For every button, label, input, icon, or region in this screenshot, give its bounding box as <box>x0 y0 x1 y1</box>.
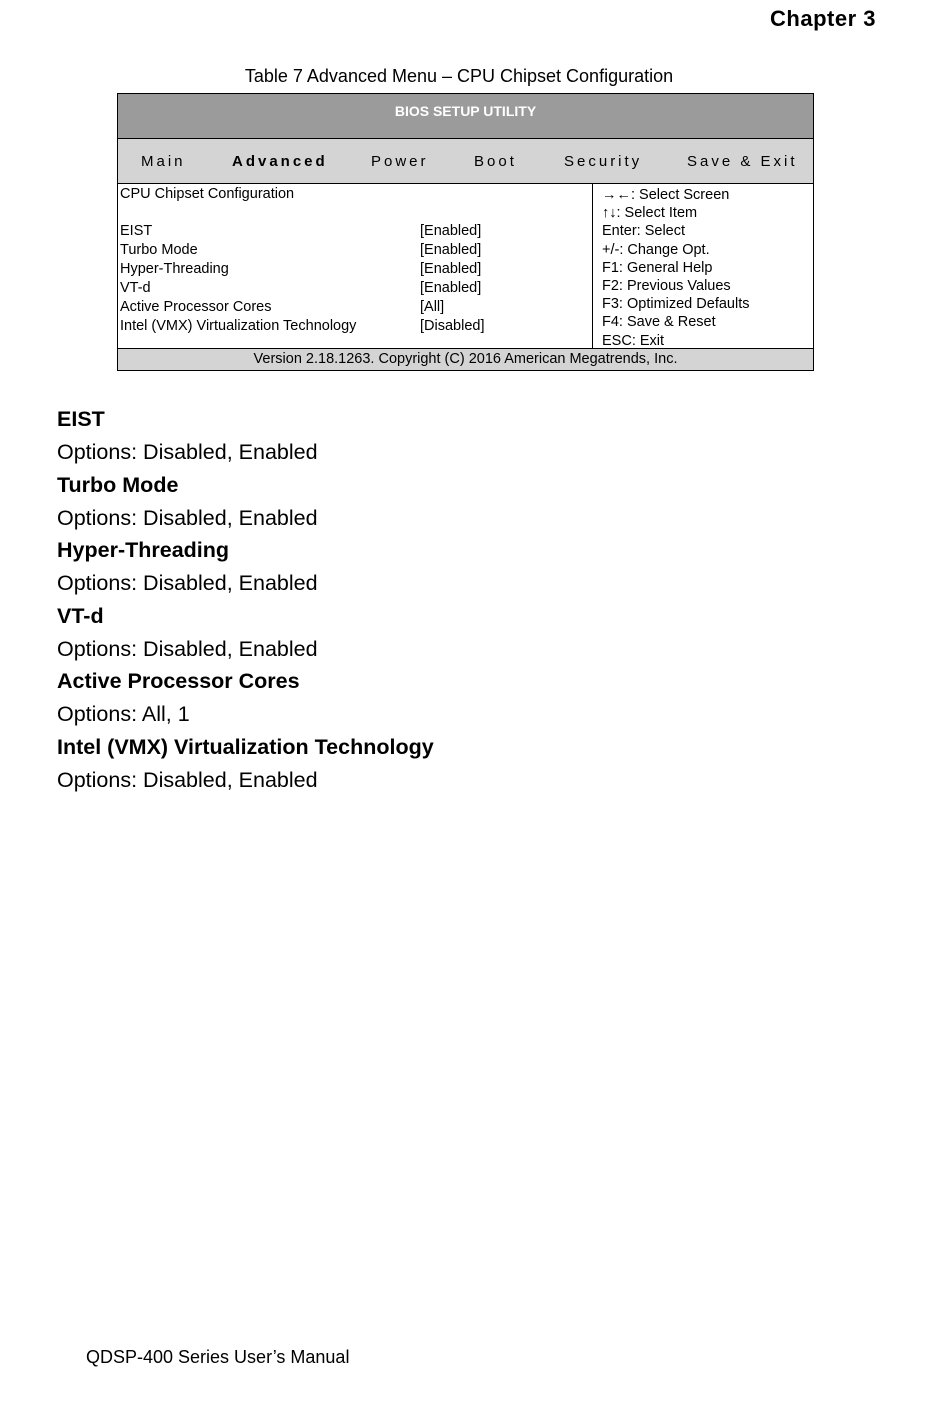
bios-title: BIOS SETUP UTILITY <box>118 94 813 139</box>
setting-value[interactable]: [Enabled] <box>420 223 482 239</box>
setting-value[interactable]: [Enabled] <box>420 242 482 258</box>
setting-vt-d[interactable] <box>120 280 590 299</box>
desc-heading-turbo-mode: Turbo Mode <box>57 472 179 497</box>
help-change-opt: +/-: Change Opt. <box>602 241 710 258</box>
setting-active-processor-cores[interactable] <box>120 299 590 318</box>
help-enter-select: Enter: Select <box>602 223 686 240</box>
desc-heading-eist: EIST <box>57 407 105 431</box>
help-select-screen: →←: Select Screen <box>602 187 730 203</box>
desc-heading-vmx-virtualization: Intel (VMX) Virtualization Technology <box>57 734 434 759</box>
setting-vmx-virtualization[interactable] <box>120 318 590 337</box>
section-title: CPU Chipset Configuration <box>120 186 295 202</box>
help-save-reset: F4: Save & Reset <box>602 314 716 331</box>
help-select-item: ↑↓: Select Item <box>602 205 698 222</box>
menu-security[interactable]: Security <box>564 152 643 170</box>
manual-footer: QDSP-400 Series User’s Manual <box>86 1347 350 1367</box>
bios-menu-bar <box>118 139 813 184</box>
setting-label: VT-d <box>120 280 151 296</box>
setting-hyper-threading[interactable] <box>120 261 590 280</box>
setting-value[interactable]: [Enabled] <box>420 280 482 296</box>
menu-main[interactable]: Main <box>141 152 186 170</box>
menu-power[interactable]: Power <box>371 152 429 170</box>
setting-label: Hyper-Threading <box>120 261 229 277</box>
desc-heading-hyper-threading: Hyper-Threading <box>57 538 230 562</box>
setting-label: Active Processor Cores <box>120 299 272 315</box>
bios-body <box>118 184 813 349</box>
menu-advanced[interactable]: Advanced <box>232 152 328 170</box>
help-general-help: F1: General Help <box>602 259 713 276</box>
bios-version-footer: Version 2.18.1263. Copyright (C) 2016 American Megatrends, Inc. <box>118 349 813 370</box>
desc-heading-vt-d: VT-d <box>57 603 104 628</box>
desc-options-vt-d: Options: Disabled, Enabled <box>57 636 318 661</box>
setting-label: Turbo Mode <box>120 242 198 258</box>
setting-value[interactable]: [Disabled] <box>420 318 485 334</box>
setting-label: EIST <box>120 223 153 239</box>
help-previous-values: F2: Previous Values <box>602 278 731 295</box>
setting-value[interactable]: [Enabled] <box>420 261 482 277</box>
setting-value[interactable]: [All] <box>420 299 445 315</box>
help-panel <box>593 184 813 348</box>
setting-label: Intel (VMX) Virtualization Technology <box>120 318 357 334</box>
menu-boot[interactable]: Boot <box>474 152 517 170</box>
help-optimized-defaults: F3: Optimized Defaults <box>602 296 750 313</box>
table-caption: Table 7 Advanced Menu – CPU Chipset Configuration <box>244 66 674 86</box>
settings-panel <box>118 184 593 348</box>
setting-turbo-mode[interactable] <box>120 242 590 261</box>
desc-options-active-processor-cores: Options: All, 1 <box>57 702 190 726</box>
desc-options-turbo-mode: Options: Disabled, Enabled <box>57 505 318 530</box>
chapter-heading: Chapter 3 <box>770 6 876 31</box>
desc-options-vmx-virtualization: Options: Disabled, Enabled <box>57 767 318 792</box>
desc-options-eist: Options: Disabled, Enabled <box>57 440 318 464</box>
desc-options-hyper-threading: Options: Disabled, Enabled <box>57 571 318 595</box>
menu-save-exit[interactable]: Save & Exit <box>687 152 798 170</box>
desc-heading-active-processor-cores: Active Processor Cores <box>57 669 300 693</box>
bios-setup-table <box>117 93 814 371</box>
option-descriptions <box>57 403 434 796</box>
setting-eist[interactable] <box>120 223 590 242</box>
help-esc-exit: ESC: Exit <box>602 332 665 349</box>
